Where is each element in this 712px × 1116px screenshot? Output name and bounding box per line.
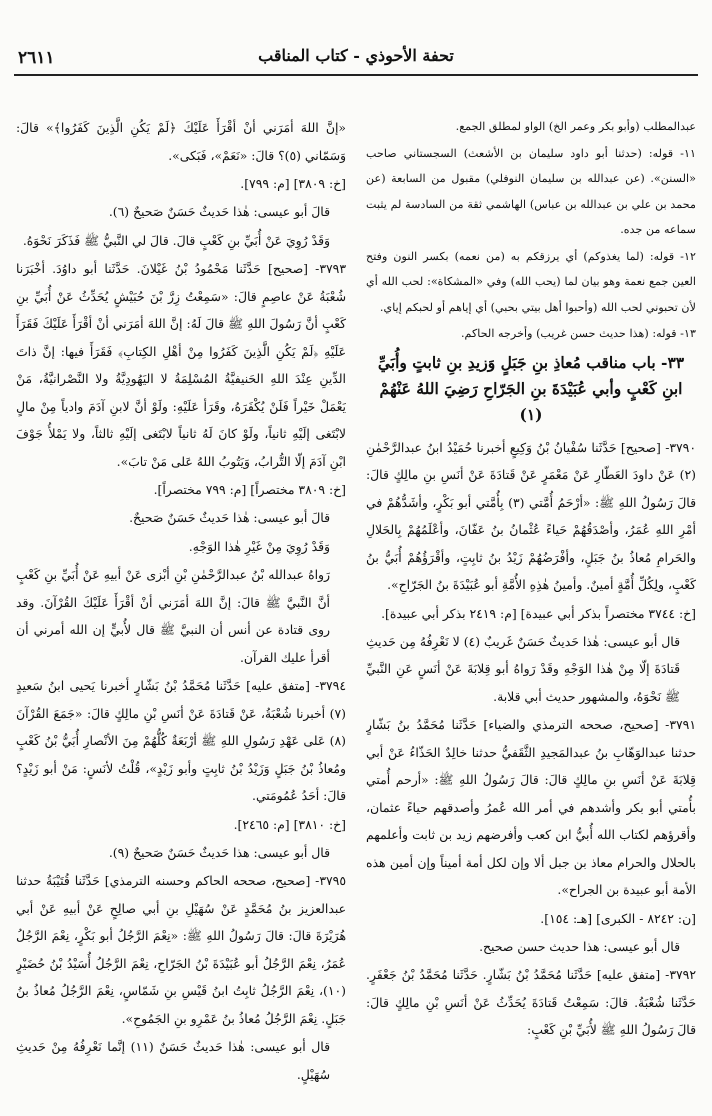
hadith-paragraph: ٣٧٩٢- [متفق عليه] حَدَّثَنا مُحَمَّدُ بْنُ بَشّارٍ. حَدَّثَنا مُحَمَّدُ بْنُ جَعْفَرٍ. حَدَّثَنا شُعْبَةُ. قالَ: سَمِعْتُ قَتادَةَ يُحَدِّثُ عَنْ أنَسِ بْنِ مالِكٍ قالَ: قالَ رَسُولُ اللهِ ﷺ لأُبَيِّ بْنِ كَعْبٍ:: [366, 967, 696, 1037]
hadith-paragraph: قالَ أبو عيسى: هٰذا حَديثٌ حَسَنٌ صَحيحٌ (٦).: [108, 204, 330, 219]
reference-line: [خ: ٣٨٠٩ مختصراً] [م: ٧٩٩ مختصراً].: [153, 482, 346, 497]
page-number: ٢٦١١: [18, 48, 55, 68]
hadith-paragraph: قال أبو عيسى: هذا حَديثٌ حَسَنٌ صَحيحٌ (٩).: [108, 844, 330, 860]
hadith-paragraph: ٣٧٩٣- [صحيح] حَدَّثَنا مَحْمُودُ بْنُ غَيْلانَ. حَدَّثَنا أبو داوُدَ. أخْبَرَنا شُعْبَةُ عَنْ عاصِمٍ قالَ: «سَمِعْتُ زِرَّ بْنَ حُبَيْشٍ يُحَدِّثُ عَنْ أُبَيِّ بنِ كَعْبٍ أنَّ رَسُولَ اللهِ ﷺ قالَ لَهُ: إنَّ اللهَ أمَرَني أنْ أقْرَأَ عَلَيْكَ فَقَرَأَ عَلَيْهِ ﴿لَمْ يَكُنِ الَّذِينَ كَفَرُوا مِنْ أهْلِ الكِتابِ﴾ فَقَرَأَ فيها: إنَّ ذاتَ الدِّينِ عِنْدَ اللهِ الحَنيفيَّةُ المُسْلِمَةُ لا اليَهُودِيَّةُ ولا النَّصْرانيَّةُ، مَنْ يَعْمَلْ خَيْراً فَلَنْ يُكْفَرَهُ، وقَرَأ عَلَيْهِ: ولَوْ أنَّ لابنِ آدَمَ وادياً مِنْ مالٍ لابْتَغى إلَيْهِ ثانياً، ولَوْ كانَ لَهُ ثانياً لابْتَغى إلَيْهِ ثالثاً، ولا يَمْلأُ جَوْفَ ابْنِ آدَمَ إلّا التُّرابُ، وَيَتُوبُ اللهُ عَلى مَنْ تابَ».: [16, 261, 346, 469]
reference-line: [خ: ٣٨١٠] [م: ٢٤٦٥].: [233, 816, 346, 832]
hadith-paragraph: قال أبو عيسى: هٰذا حَديثٌ حَسَنٌ (١١) إنَّما نَعْرِفُهُ مِنْ حَديثِ سُهَيْلٍ.: [16, 1039, 330, 1082]
commentary-note: ١١- قوله: (حدثنا أبو داود سليمان بن الأشعث) السجستاني صاحب «السنن». (عن عبدالله بن سليمان النوفلي) مقبول من السابعة (عن محمد بن علي بن عبدالله بن عباس) الهاشمي ثقة من السادسة لم يثبت سماعه من جده.: [366, 146, 696, 236]
hadith-paragraph: «إنَّ اللهَ أمَرَني أنْ أقْرَأَ عَلَيْكَ ﴿لَمْ يَكُنِ الَّذِينَ كَفَرُوا﴾» قالَ: وَسَمّاني (٥)؟ قالَ: «نَعَمْ»، فَبَكى».: [16, 120, 346, 163]
hadith-paragraph: ٣٧٩٠- [صحيح] حَدَّثَنا سُفْيانُ بْنُ وَكِيعٍ أخبرنا حُمَيْدُ ابنُ عبدالرَّحْمٰنِ (٢) عَنْ داودَ العَطّارِ عَنْ مَعْمَرٍ عَنْ قَتادَةَ عَنْ أنَسِ بنِ مالِكٍ قالَ: قالَ رَسُولُ اللهِ ﷺ: «أرْحَمُ أُمَّتي (٣) بِأُمَّتي أبو بَكْرٍ، وأشَدُّهُمْ في أمْرِ اللهِ عُمَرُ، وأصْدَقُهُمْ حَياءً عُثْمانُ بنُ عَفّانَ، وأعْلَمُهُمْ بِالحَلالِ والحَرامِ مُعاذُ بنُ جَبَلٍ، وأفْرَضُهُمْ زَيْدُ بنُ ثابِتٍ، وأقْرَؤُهُمْ أُبَيُّ بنُ كَعْبٍ، ولِكُلِّ أُمَّةٍ أمينٌ. وأمينُ هٰذِهِ الأُمَّةِ أبو عُبَيْدَةَ بنُ الجَرّاحِ».: [366, 439, 696, 592]
reference-line: [خ: ٣٨٠٩] [م: ٧٩٩].: [240, 176, 346, 191]
hadith-paragraph: وَقَدْ رُوِيَ مِنْ غَيْرِ هٰذا الوَجْهِ.: [188, 538, 330, 554]
commentary-note: ١٣- قوله: (هذا حديث حسن غريب) وأخرجه الحاكم.: [460, 327, 696, 340]
hadith-paragraph: ٣٧٩١- [صحيح، صححه الترمذي والضياء] حَدَّثَنا مُحَمَّدُ بنُ بَشّارٍ حدثنا عبدالوَهّابِ بنُ عبدالمَجيدِ الثَّقَفيُّ حدثنا خالِدٌ الحَذّاءُ عَنْ أبي قِلابَةَ عَنْ أنَسِ بنِ مالِكٍ قالَ: قالَ رَسُولُ اللهِ ﷺ: «أرحم أُمتي بأُمتي أبو بكر وأشدهم في أمر الله عُمرُ وأصدقهم حياءً عثمان، وأقرؤهم لكتاب الله أُبيُّ ابن كعب وأفرضهم زيد بن ثابت وأعلمهم بالحلال والحرام معاذ بن جبل ألا وإن لكل أمة أميناً وإن أمين هذه الأمة أبو عبيدة بن الجراح».: [366, 717, 696, 897]
hadith-paragraph: قال أبو عيسى: هذا حديث حسن صحيح.: [479, 938, 680, 954]
commentary-note: عبدالمطلب (وأبو بكر وعمر الخ) الواو لمطلق الجمع.: [455, 120, 696, 133]
hadith-paragraph: رَواهُ عبدالله بْنُ عبدالرَّحْمٰنِ بْنِ أبْزى عَنْ أبيهِ عَنْ أُبَيِّ بنِ كَعْبٍ أنَّ النَّبيَّ ﷺ قالَ: إنَّ اللهَ أمَرَني أنْ أقْرَأَ عَلَيْكَ القُرْآنَ. وقد روى قتادة عن أنس أن النبيَّ ﷺ قال لأُبيٍّ إن الله أمرني أن أقرأ عليك القرآن.: [16, 567, 330, 665]
running-title: تحفة الأحوذي - كتاب المناقب: [258, 46, 454, 65]
hadith-paragraph: قالَ أبو عيسى: هٰذا حَديثٌ حَسَنٌ صَحيحٌ.: [129, 510, 330, 525]
page-header: [14, 38, 698, 76]
hadith-paragraph: وَقَدْ رُوِيَ عَنْ أُبَيِّ بنِ كَعْبٍ قالَ. قالَ لي النَّبيُّ ﷺ فَذَكَرَ نَحْوَهُ.: [22, 232, 330, 248]
hadith-paragraph: قال أبو عيسى: هٰذا حَديثٌ حَسَنٌ غَريبٌ (٤) لا نَعْرِفُهُ مِن حَديثِ قَتادَةَ إلّا مِنْ هٰذا الوَجْهِ وقَدْ رَواهُ أبو قِلابَةَ عَنْ أنَسٍ عَنِ النَّبيِّ ﷺ نَحْوَهُ، والمشهور حديث أبي قلابة.: [366, 633, 680, 704]
hadith-paragraph: ٣٧٩٤- [متفق عليه] حَدَّثَنا مُحَمَّدُ بْنُ بَشّارٍ أخبرنا يَحيى ابنُ سَعيدٍ (٧) أخبرنا شُعْبَةُ، عَنْ قَتادَةَ عَنْ أنَسِ بْنِ مالِكٍ قالَ: «جَمَعَ القُرْآنَ (٨) عَلى عَهْدِ رَسُولِ اللهِ ﷺ أرْبَعَةٌ كُلُّهُمْ مِنَ الأنْصارِ أُبَيُّ بْنُ كَعْبٍ ومُعاذُ بْنُ جَبَلٍ وَزَيْدُ بْنُ ثابِتٍ وأبو زَيْدٍ»، قُلْتُ لأنَسٍ: مَنْ أبو زَيْدٍ؟ قالَ: أحَدُ عُمُومَتي.: [16, 678, 346, 803]
left-column: [16, 114, 346, 1104]
chapter-heading: ٣٣- باب مناقب مُعاذِ بنِ جَبَلٍ وَزيدِ بنِ ثابتٍ وأُبَيِّ ابنِ كَعْبٍ وأبي عُبَيْدَةَ بنِ الجَرّاحِ رَضِيَ اللهُ عَنْهُمْ (١): [377, 352, 685, 424]
reference-line: [ن: ٨٢٤٢ - الكبرى] [هـ: ١٥٤].: [540, 910, 696, 926]
reference-line: [خ: ٣٧٤٤ مختصراً بذكر أبي عبيدة] [م: ٢٤١٩ بذكر أبي عبيدة].: [381, 605, 696, 621]
right-column: [366, 114, 696, 1104]
commentary-note: ١٢- قوله: (لما يغذوكم) أي يرزقكم به (من نعمه) بكسر النون وفتح العين جمع نعمة وهو بيان لما (يحب الله) وفي «المشكاة»: لحب الله أي لأن تحبوني لحب الله (وأحبوا أهل بيتي بحبي) أي إياهم أو لحبكم إياي.: [366, 249, 696, 314]
hadith-paragraph: ٣٧٩٥- [صحيح، صححه الحاكم وحسنه الترمذي] حَدَّثَنا قُتَيْبَةُ حدثنا عبدالعزيز بنُ مُحَمَّدٍ عَنْ سُهَيْلِ بنِ أبي صالِحٍ عَنْ أبيهِ عَنْ أبي هُرَيْرَةَ قالَ: قالَ رَسُولُ اللهِ ﷺ: «نِعْمَ الرَّجُلُ أبو بَكْرٍ، نِعْمَ الرَّجُلُ عُمَرُ، نِعْمَ الرَّجُلُ أبو عُبَيْدَةَ بْنُ الجَرّاحِ، نِعْمَ الرَّجُلُ أُسَيْدُ بْنُ حُضَيْرٍ (١٠)، نِعْمَ الرَّجُلُ ثابِتُ ابنُ قَيْسِ بنِ شَمّاسٍ، نِعْمَ الرَّجُلُ مُعاذُ بنُ جَبَلٍ. نِعْمَ الرَّجُلُ مُعاذُ بنُ عَمْرِو بنِ الجَمُوحِ».: [16, 873, 346, 1026]
